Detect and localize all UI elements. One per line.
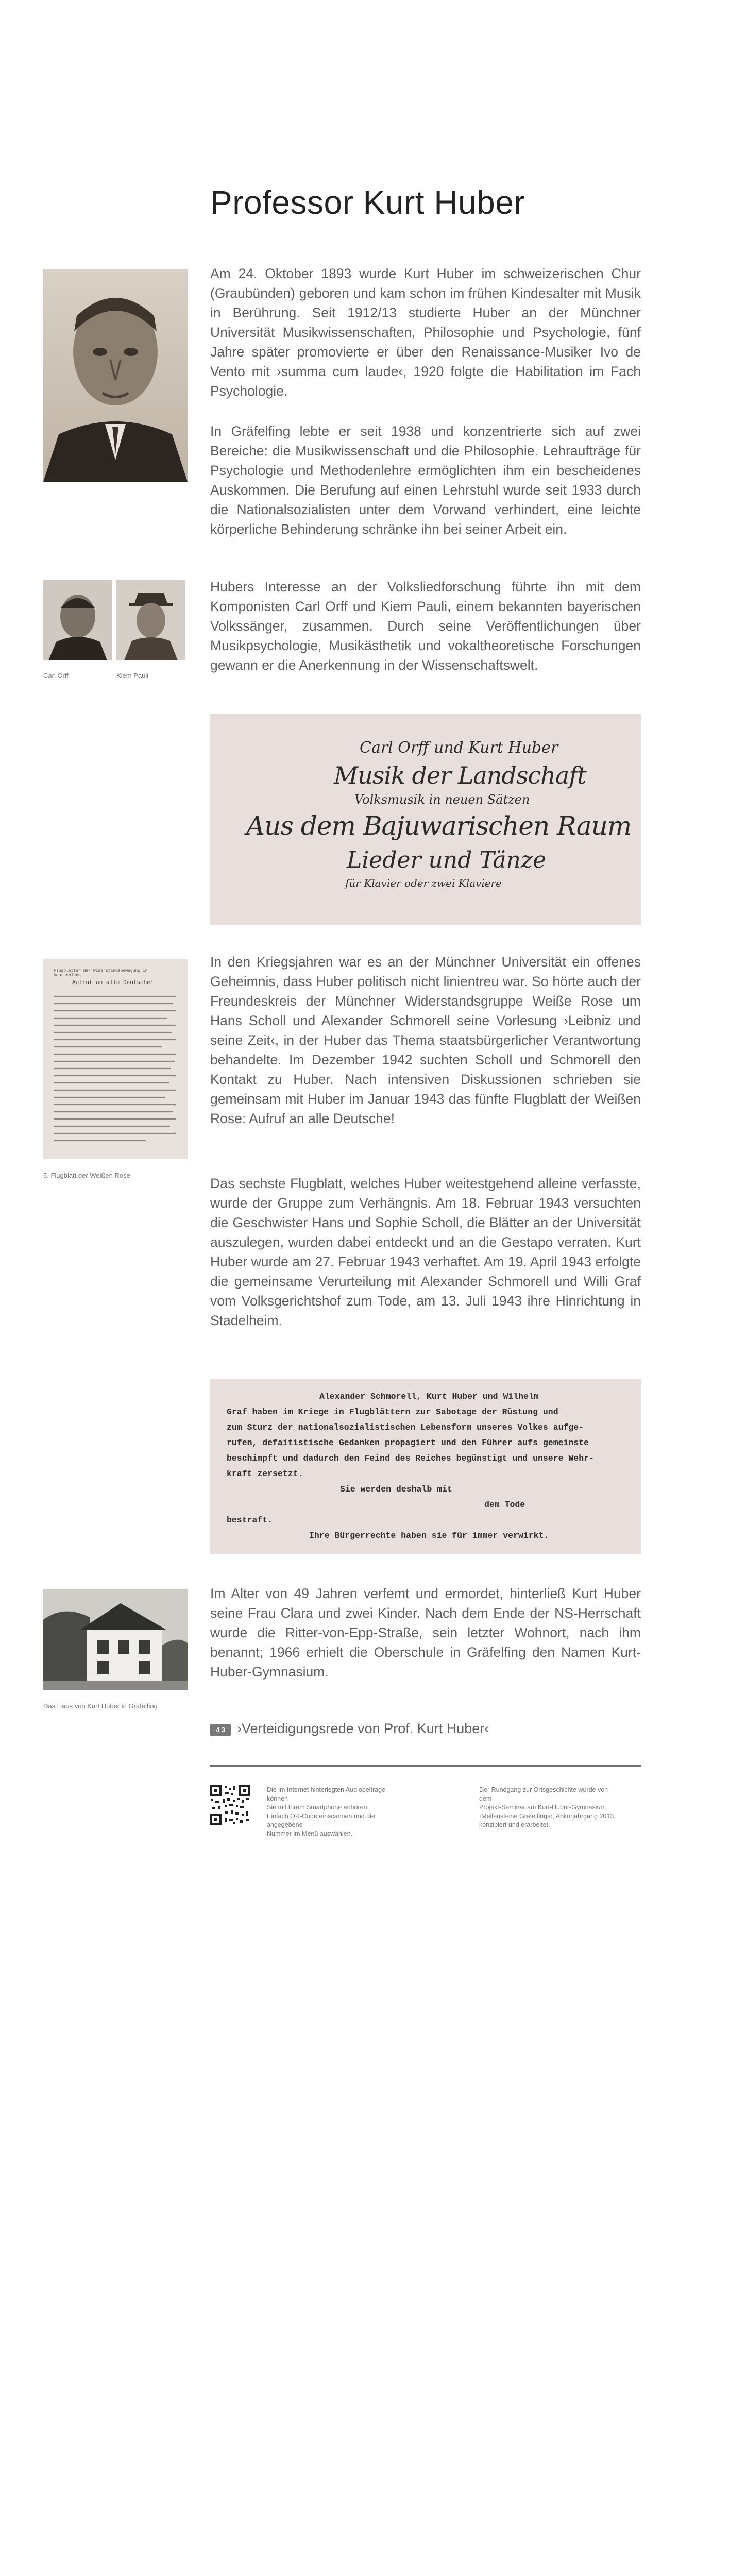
verdict-line-4: rufen, defaitistische Gedanken propagiert und den Führer aufs gemeinste	[227, 1438, 589, 1448]
handwriting-line-1: Carl Orff und Kurt Huber	[360, 739, 558, 757]
verdict-line-3: zum Sturz der nationalsozialistischen Lebensform unseres Volkes aufge-	[227, 1422, 584, 1432]
qr-code-icon[interactable]	[210, 1785, 250, 1825]
orff-image	[43, 580, 112, 660]
photo-carl-orff	[43, 580, 112, 660]
caption-kiem-pauli: Kiem Pauli	[116, 672, 149, 680]
footer-credits	[479, 1786, 618, 1829]
footer-left-line-3: Einfach QR-Code einscannen und die angegebene	[267, 1812, 375, 1828]
caption-haus: Das Haus von Kurt Huber in Gräfelfing	[43, 1702, 158, 1710]
audio-link-label[interactable]: ›Verteidigungsrede von Prof. Kurt Huber‹	[237, 1721, 489, 1736]
paragraph-biography: Am 24. Oktober 1893 wurde Kurt Huber im schweizerischen Chur (Graubünden) geboren und kam schon im frühen Kindesalter mit Musik in Berührung. Seit 1912/13 studierte Huber an der Münchner Universität Musikwissenschaften, Philosophie und Psychologie, fünf Jahre später promovierte er über den Renaissance-Musiker Ivo de Vento mit ›summa cum laude‹, 1920 folgte die Habilitation im Fach Psychologie.	[210, 266, 641, 399]
photo-haus-huber	[43, 1589, 188, 1690]
caption-carl-orff: Carl Orff	[43, 672, 69, 680]
verdict-line-5: beschimpft und dadurch den Feind des Reiches begünstigt und unsere Wehr-	[227, 1453, 594, 1463]
footer-divider	[210, 1765, 641, 1767]
verdict-line-9: bestraft.	[227, 1515, 273, 1525]
portrait-image	[43, 269, 188, 482]
photo-kiem-pauli	[116, 580, 185, 660]
verdict-line-8: dem Tode	[484, 1500, 525, 1510]
flugblatt-lines	[43, 959, 188, 1159]
handwriting-line-2: Musik der Landschaft	[334, 761, 586, 789]
footer-left-line-4: Nummer im Menü auswählen.	[267, 1830, 353, 1837]
flugblatt-heading-1: Flugblätter der Widerstandsbewegung in Deutschland.	[54, 969, 148, 978]
footer-right-line-1: Der Rundgang zur Ortsgeschichte wurde von dem	[479, 1786, 608, 1802]
verdict-line-1: Alexander Schmorell, Kurt Huber und Wilhelm	[319, 1392, 539, 1401]
verdict-text	[227, 1389, 634, 1544]
verdict-line-10: Ihre Bürgerrechte haben sie für immer verwirkt.	[309, 1531, 549, 1540]
verdict-line-6: kraft zersetzt.	[227, 1469, 303, 1479]
audio-badge-number: 4 3	[215, 1726, 226, 1734]
footer-right-line-3: ›Meilensteine Gräfelfings‹, Abiturjahrgang 2013,	[479, 1812, 616, 1820]
footer-left-line-2: Sie mit Ihrem Smartphone anhören.	[267, 1804, 369, 1811]
paragraph-flugblatt: Das sechste Flugblatt, welches Huber weitestgehend alleine verfasste, wurde der Gruppe zum Verhängnis. Am 18. Februar 1943 versuchten die Geschwister Hans und Sophie Scholl, die Blätter an der Universität auszulegen, wurden dabei entdeckt und an die Gestapo verraten. Kurt Huber wurde am 27. Februar 1943 verhaftet. Am 19. April 1943 erfolgte die gemeinsame Verurteilung mit Alexander Schmorell und Willi Graf vom Volksgerichtshof zum Tode, am 13. Juli 1943 ihre Hinrichtung in Stadelheim.	[210, 1176, 641, 1328]
portrait-kurt-huber	[43, 269, 188, 482]
flugblatt-image	[43, 959, 188, 1159]
handwriting-line-4: Aus dem Bajuwarischen Raum	[246, 811, 632, 841]
audio-badge[interactable]	[210, 1724, 231, 1736]
verdict-line-7: Sie werden deshalb mit	[340, 1484, 452, 1494]
footer-right-line-4: konzipiert und erarbeitet.	[479, 1821, 550, 1828]
footer-right-line-2: Projekt-Seminar am Kurt-Huber-Gymnasium	[479, 1804, 606, 1811]
handwriting-line-6: für Klavier oder zwei Klaviere	[345, 877, 502, 889]
verdict-line-2: Graf haben im Kriege in Flugblättern zur Sabotage der Rüstung und	[227, 1407, 558, 1417]
page-title: Professor Kurt Huber	[210, 184, 525, 221]
paragraph-kriegsjahre: In den Kriegsjahren war es an der Münchner Universität ein offenes Geheimnis, dass Huber politisch nicht linientreu war. So hörte auch der Freundeskreis der Münchner Widerstandsgruppe Weiße Rose um Hans Scholl und Alexander Schmorell seine Vorlesung ›Leibniz und seine Zeit‹, in der Huber das Thema staatsbürgerlicher Verantwortung behandelte. Im Dezember 1942 suchten Scholl und Schmorell den Kontakt zu Huber. Nach intensiven Diskussionen schrieben sie gemeinsam mit Huber im Januar 1943 das fünfte Flugblatt der Weißen Rose: Aufruf an alle Deutsche!	[210, 954, 641, 1126]
house-image	[43, 1589, 188, 1690]
paragraph-nachwelt: Im Alter von 49 Jahren verfemt und ermordet, hinterließ Kurt Huber seine Frau Clara und zwei Kinder. Nach dem Ende der NS-Herrschaft wurde die Ritter-von-Epp-Straße, sein letzter Wohnort, nach ihm benannt; 1966 erhielt die Oberschule in Gräfelfing den Namen Kurt-Huber-Gymnasium.	[210, 1586, 641, 1680]
paragraph-graefelfing: In Gräfelfing lebte er seit 1938 und konzentrierte sich auf zwei Bereiche: die Musikwissenschaft und die Philosophie. Lehraufträge für Psychologie und Methodenlehre ermöglichten ihm ein bescheidenes Auskommen. Die Berufung auf einen Lehrstuhl wurde seit 1933 durch die Nationalsozialisten unter dem Vorwand verhindert, eine leichte körperliche Behinderung schränke ihn bei seiner Arbeit ein.	[210, 423, 641, 537]
paragraph-volkslied: Hubers Interesse an der Volksliedforschung führte ihn mit dem Komponisten Carl Orff und Kiem Pauli, einem bekannten bayerischen Volkssänger, zusammen. Durch seine Veröffentlichungen über Musikpsychologie, Musikästhetik und vokaltheoretische Forschungen gewann er die Anerkennung in der Wissenschaftswelt.	[210, 579, 641, 673]
handwriting-panel	[210, 714, 641, 925]
handwriting-line-3: Volksmusik in neuen Sätzen	[354, 792, 530, 807]
footer-left-line-1: Die im Internet hinterlegten Audiobeiträge können	[267, 1786, 386, 1802]
footer-audio-info	[267, 1786, 396, 1838]
flugblatt-heading-2: Aufruf an alle Deutsche!	[72, 980, 154, 986]
handwriting-line-5: Lieder und Tänze	[347, 847, 547, 873]
caption-flugblatt: 5. Flugblatt der Weißen Rose	[43, 1172, 130, 1179]
pauli-image	[116, 580, 185, 660]
